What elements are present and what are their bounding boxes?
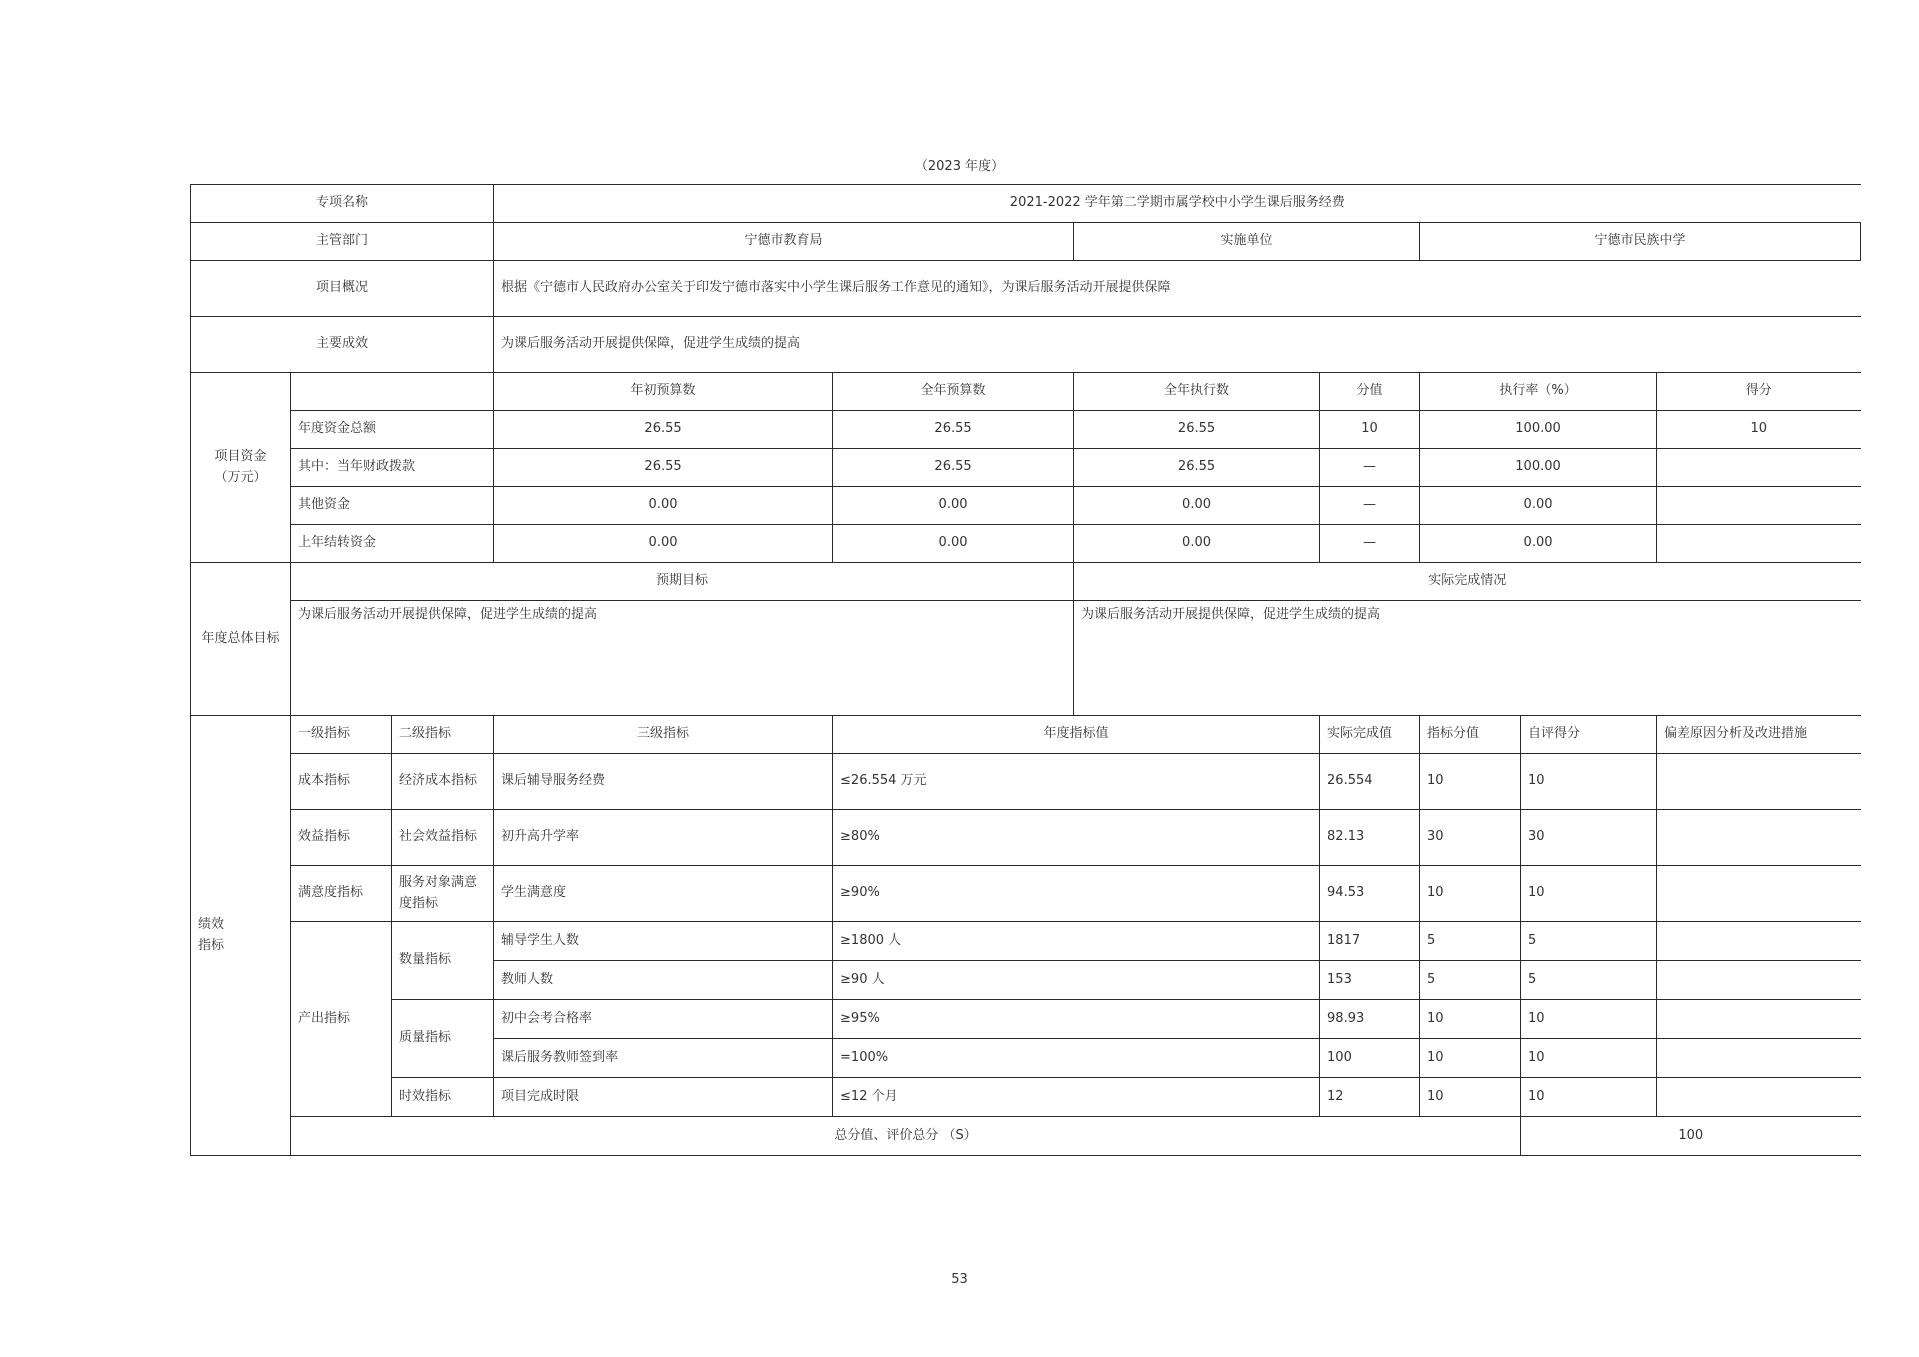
total-label: 总分值、评价总分 （S） <box>291 1117 1521 1156</box>
indicator-row-benefit <box>191 810 1861 866</box>
indicator-target: ≤12 个月 <box>833 1078 1320 1117</box>
indicator-actual: 26.554 <box>1320 754 1420 810</box>
indicator-target: ≥80% <box>833 810 1320 866</box>
indicator-level3: 初升高升学率 <box>494 810 833 866</box>
overview-row <box>191 261 1861 317</box>
funds-row <box>191 487 1861 525</box>
indicator-reason <box>1657 1000 1861 1039</box>
indicator-score: 10 <box>1521 754 1657 810</box>
indicator-score: 30 <box>1521 810 1657 866</box>
funds-header-initial: 年初预算数 <box>494 373 833 411</box>
indicator-level3: 课后辅导服务经费 <box>494 754 833 810</box>
indicator-timeliness-label: 时效指标 <box>392 1078 494 1117</box>
indicator-level1: 满意度指标 <box>291 866 392 922</box>
indicator-level3: 初中会考合格率 <box>494 1000 833 1039</box>
indicator-row-timeliness <box>191 1078 1861 1117</box>
indicator-level3: 学生满意度 <box>494 866 833 922</box>
funds-row-initial: 0.00 <box>494 525 833 563</box>
indicators-header-row <box>191 716 1861 754</box>
indicator-target: ≤26.554 万元 <box>833 754 1320 810</box>
funds-row-initial: 0.00 <box>494 487 833 525</box>
indicator-quantity-label: 数量指标 <box>392 922 494 1000</box>
total-row <box>191 1117 1861 1156</box>
overview-label: 项目概况 <box>191 261 494 317</box>
project-name-value: 2021-2022 学年第二学期市属学校中小学生课后服务经费 <box>494 185 1861 223</box>
indicator-weight: 10 <box>1420 754 1521 810</box>
indicators-label-line2: 指标 <box>198 937 225 953</box>
indicator-level3: 项目完成时限 <box>494 1078 833 1117</box>
indicator-quality-label: 质量指标 <box>392 1000 494 1078</box>
indicator-target: ≥95% <box>833 1000 1320 1039</box>
indicator-row-cost <box>191 754 1861 810</box>
funds-header-score-value: 分值 <box>1320 373 1420 411</box>
indicators-header-reason: 偏差原因分析及改进措施 <box>1657 716 1861 754</box>
funds-row-executed: 0.00 <box>1074 487 1320 525</box>
funds-label <box>191 373 291 563</box>
indicator-score: 10 <box>1521 866 1657 922</box>
department-row <box>191 223 1861 261</box>
funds-row-initial: 26.55 <box>494 411 833 449</box>
indicator-reason <box>1657 1039 1861 1078</box>
goals-content-row <box>191 601 1861 716</box>
indicator-level1: 成本指标 <box>291 754 392 810</box>
funds-header-row <box>191 373 1861 411</box>
funds-header-annual: 全年预算数 <box>833 373 1074 411</box>
indicators-header-weight: 指标分值 <box>1420 716 1521 754</box>
indicator-target: ≥90% <box>833 866 1320 922</box>
implementing-unit-value: 宁德市民族中学 <box>1420 223 1861 261</box>
goals-header-row <box>191 563 1861 601</box>
indicators-label-line1: 绩效 <box>198 916 225 932</box>
funds-row-name: 其他资金 <box>291 487 494 525</box>
indicator-weight: 10 <box>1420 1000 1521 1039</box>
indicators-header-level1: 一级指标 <box>291 716 392 754</box>
funds-row-score <box>1657 487 1861 525</box>
funds-row-score-value: 10 <box>1320 411 1420 449</box>
indicator-reason <box>1657 754 1861 810</box>
indicator-actual: 98.93 <box>1320 1000 1420 1039</box>
funds-row-executed: 26.55 <box>1074 411 1320 449</box>
funds-row-executed: 26.55 <box>1074 449 1320 487</box>
funds-row-rate: 0.00 <box>1420 487 1657 525</box>
overview-value: 根据《宁德市人民政府办公室关于印发宁德市落实中小学生课后服务工作意见的通知》，为课后服务活动开展提供保障 <box>494 261 1861 317</box>
indicators-header-target: 年度指标值 <box>833 716 1320 754</box>
department-value: 宁德市教育局 <box>494 223 1074 261</box>
funds-row-score-value: — <box>1320 525 1420 563</box>
performance-evaluation-table <box>190 184 1861 1156</box>
indicator-level3: 辅导学生人数 <box>494 922 833 961</box>
indicator-row-quantity <box>191 922 1861 961</box>
indicator-row-satisfaction <box>191 866 1861 922</box>
funds-header-blank <box>291 373 494 411</box>
indicator-score: 10 <box>1521 1039 1657 1078</box>
indicator-actual: 1817 <box>1320 922 1420 961</box>
implementing-unit-label: 实施单位 <box>1074 223 1420 261</box>
funds-row-executed: 0.00 <box>1074 525 1320 563</box>
indicators-label <box>191 716 291 1156</box>
funds-row-score: 10 <box>1657 411 1861 449</box>
page-number: 53 <box>951 1272 968 1287</box>
indicator-weight: 10 <box>1420 866 1521 922</box>
indicator-level3: 教师人数 <box>494 961 833 1000</box>
funds-header-rate: 执行率（%） <box>1420 373 1657 411</box>
indicator-weight: 10 <box>1420 1078 1521 1117</box>
indicator-target: =100% <box>833 1039 1320 1078</box>
indicator-score: 10 <box>1521 1000 1657 1039</box>
indicator-reason <box>1657 866 1861 922</box>
funds-row <box>191 525 1861 563</box>
indicators-header-level2: 二级指标 <box>392 716 494 754</box>
year-label: （2023 年度） <box>914 159 1005 174</box>
funds-row-score <box>1657 525 1861 563</box>
results-value: 为课后服务活动开展提供保障，促进学生成绩的提高 <box>494 317 1861 373</box>
funds-row-rate: 100.00 <box>1420 449 1657 487</box>
funds-row-name: 年度资金总额 <box>291 411 494 449</box>
funds-row-name: 其中：当年财政拨款 <box>291 449 494 487</box>
indicator-level1: 效益指标 <box>291 810 392 866</box>
project-name-row <box>191 185 1861 223</box>
funds-row-annual: 26.55 <box>833 449 1074 487</box>
indicator-reason <box>1657 922 1861 961</box>
funds-header-score: 得分 <box>1657 373 1861 411</box>
funds-row-annual: 0.00 <box>833 525 1074 563</box>
results-row <box>191 317 1861 373</box>
funds-row-score-value: — <box>1320 487 1420 525</box>
funds-row-name: 上年结转资金 <box>291 525 494 563</box>
funds-row-rate: 0.00 <box>1420 525 1657 563</box>
funds-row-annual: 26.55 <box>833 411 1074 449</box>
indicator-weight: 5 <box>1420 961 1521 1000</box>
goals-expected-value: 为课后服务活动开展提供保障，促进学生成绩的提高 <box>291 601 1074 716</box>
indicator-weight: 10 <box>1420 1039 1521 1078</box>
indicator-output-label: 产出指标 <box>291 922 392 1117</box>
indicator-actual: 153 <box>1320 961 1420 1000</box>
indicators-header-level3: 三级指标 <box>494 716 833 754</box>
funds-row <box>191 411 1861 449</box>
indicator-level2: 经济成本指标 <box>392 754 494 810</box>
indicator-actual: 82.13 <box>1320 810 1420 866</box>
funds-row-annual: 0.00 <box>833 487 1074 525</box>
funds-row-initial: 26.55 <box>494 449 833 487</box>
indicator-target: ≥90 人 <box>833 961 1320 1000</box>
goals-actual-value: 为课后服务活动开展提供保障，促进学生成绩的提高 <box>1074 601 1861 716</box>
indicator-level2: 社会效益指标 <box>392 810 494 866</box>
department-label: 主管部门 <box>191 223 494 261</box>
results-label: 主要成效 <box>191 317 494 373</box>
indicator-score: 5 <box>1521 961 1657 1000</box>
indicator-reason <box>1657 810 1861 866</box>
indicator-level2: 服务对象满意度指标 <box>392 866 494 922</box>
indicator-row-quality <box>191 1000 1861 1039</box>
goals-actual-header: 实际完成情况 <box>1074 563 1861 601</box>
funds-row-score <box>1657 449 1861 487</box>
goals-expected-header: 预期目标 <box>291 563 1074 601</box>
indicator-score: 10 <box>1521 1078 1657 1117</box>
indicator-weight: 30 <box>1420 810 1521 866</box>
funds-row <box>191 449 1861 487</box>
funds-label-line1: 项目资金 <box>214 448 267 464</box>
indicators-header-score: 自评得分 <box>1521 716 1657 754</box>
goals-label: 年度总体目标 <box>191 563 291 716</box>
indicator-score: 5 <box>1521 922 1657 961</box>
indicator-actual: 94.53 <box>1320 866 1420 922</box>
project-name-label: 专项名称 <box>191 185 494 223</box>
indicator-reason <box>1657 1078 1861 1117</box>
funds-label-line2: （万元） <box>214 469 267 485</box>
funds-row-score-value: — <box>1320 449 1420 487</box>
indicator-actual: 100 <box>1320 1039 1420 1078</box>
indicators-header-actual: 实际完成值 <box>1320 716 1420 754</box>
indicator-target: ≥1800 人 <box>833 922 1320 961</box>
indicator-level3: 课后服务教师签到率 <box>494 1039 833 1078</box>
funds-row-rate: 100.00 <box>1420 411 1657 449</box>
indicator-actual: 12 <box>1320 1078 1420 1117</box>
indicator-reason <box>1657 961 1861 1000</box>
funds-header-executed: 全年执行数 <box>1074 373 1320 411</box>
indicator-weight: 5 <box>1420 922 1521 961</box>
total-value: 100 <box>1521 1117 1861 1156</box>
